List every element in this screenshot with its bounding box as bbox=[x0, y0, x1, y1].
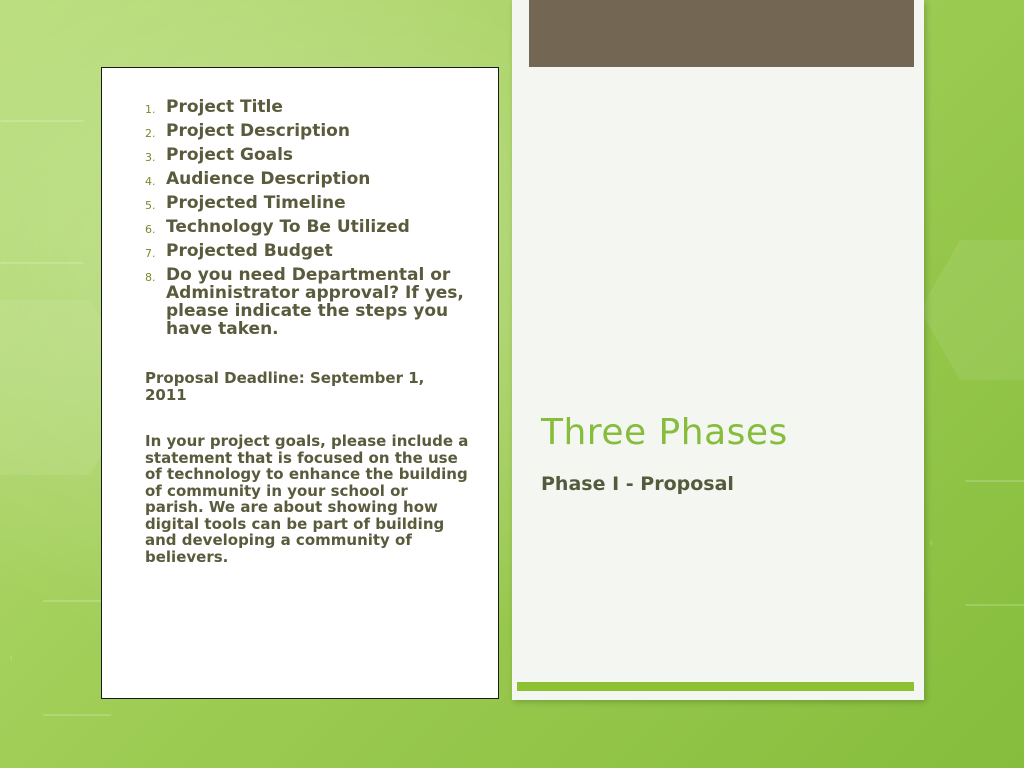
slide-header-bar bbox=[529, 0, 914, 67]
list-item bbox=[145, 242, 485, 260]
list-item-number: 2. bbox=[145, 127, 156, 140]
list-item-text: Do you need Departmental or Administrator approval? If yes, please indicate the steps you have taken. bbox=[166, 265, 464, 339]
background-hexagon bbox=[930, 480, 1024, 606]
list-item bbox=[145, 98, 485, 116]
list-item-text: Project Description bbox=[166, 121, 350, 141]
requirements-panel bbox=[101, 67, 499, 699]
goals-note: In your project goals, please include a statement that is focused on the use of technology to enhance the building of community in your school or parish. We are about showing how digital tools can be part of building and developing a community of believers. bbox=[145, 432, 469, 566]
list-item-number: 6. bbox=[145, 223, 156, 236]
list-item-number: 3. bbox=[145, 151, 156, 164]
list-item-text: Projected Timeline bbox=[166, 193, 346, 213]
list-item bbox=[145, 266, 485, 338]
list-item bbox=[145, 194, 485, 212]
slide-footer-bar bbox=[517, 682, 914, 691]
list-item bbox=[145, 146, 485, 164]
slide-title: Three Phases bbox=[541, 412, 788, 453]
slide-panel bbox=[512, 0, 924, 700]
list-item-text: Project Goals bbox=[166, 145, 294, 165]
list-item bbox=[145, 218, 485, 236]
list-item-number: 1. bbox=[145, 103, 156, 116]
proposal-deadline: Proposal Deadline: September 1, 2011 bbox=[145, 369, 425, 404]
list-item-number: 7. bbox=[145, 247, 156, 260]
list-item bbox=[145, 170, 485, 188]
list-item-number: 8. bbox=[145, 271, 156, 284]
requirements-list bbox=[145, 98, 485, 344]
list-item-text: Project Title bbox=[166, 97, 283, 117]
slide-subtitle: Phase I - Proposal bbox=[541, 473, 734, 495]
list-item-text: Projected Budget bbox=[166, 241, 333, 261]
list-item-number: 5. bbox=[145, 199, 156, 212]
list-item-text: Technology To Be Utilized bbox=[166, 217, 410, 237]
list-item-text: Audience Description bbox=[166, 169, 371, 189]
list-item-number: 4. bbox=[145, 175, 156, 188]
background-hexagon bbox=[920, 240, 1024, 380]
list-item bbox=[145, 122, 485, 140]
